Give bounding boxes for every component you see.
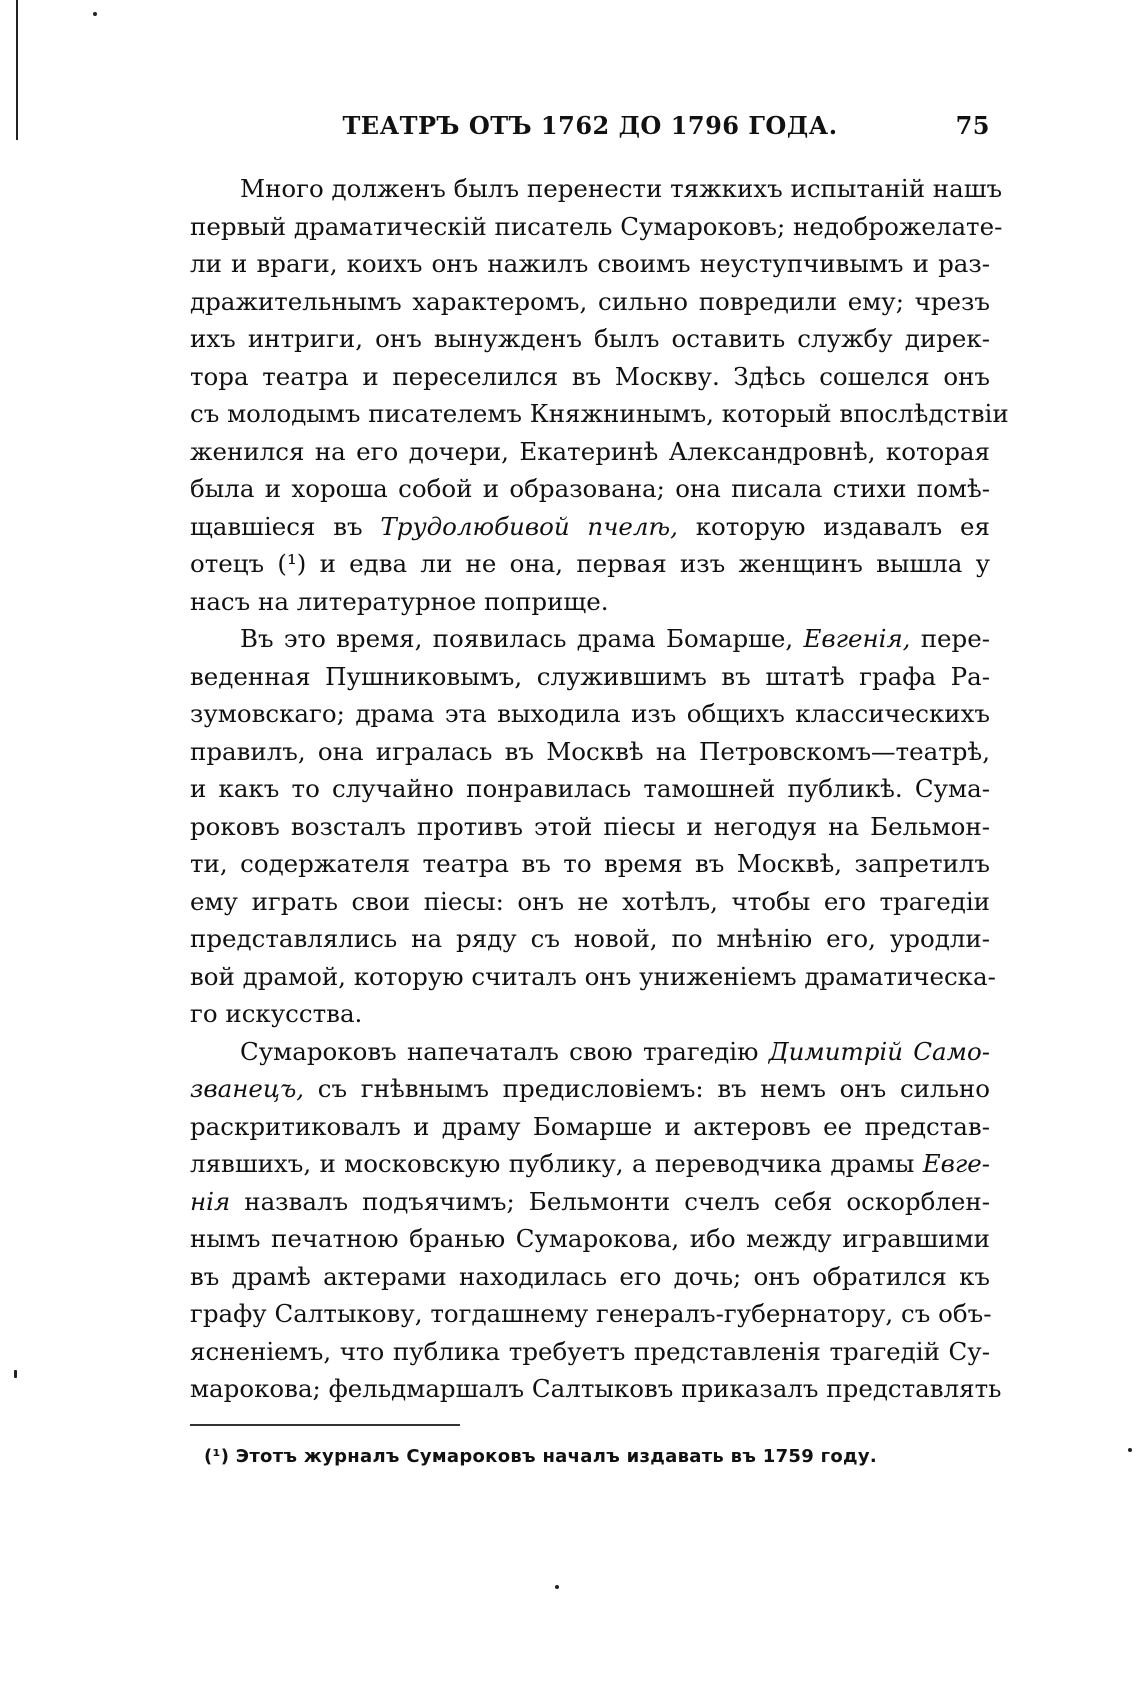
text-line: веденная Пушниковымъ, служившимъ въ штатѣ графа Ра- [190, 661, 990, 691]
running-head [190, 108, 990, 144]
play-title-cont: нiя [190, 1186, 231, 1216]
text-line: графу Салтыкову, тогдашнему генералъ-губернатору, съ объ- [190, 1299, 992, 1328]
footnote-divider [190, 1424, 460, 1426]
footnote: (¹) Этотъ журналъ Сумароковъ началъ издавать въ 1759 году. [204, 1445, 878, 1467]
text-line: насъ на литературное поприще. [190, 586, 609, 616]
text-line: и какъ то случайно понравилась тамошней публикѣ. Сума- [190, 774, 990, 803]
page-number: 75 [955, 111, 990, 140]
text-line: правилъ, она игралась въ Москвѣ на Петровскомъ—театрѣ, [190, 736, 990, 766]
ink-speck [93, 12, 97, 16]
ink-speck [14, 1370, 17, 1378]
text-line: лявшихъ, и московскую публику, а переводчика драмы Евге- [190, 1149, 990, 1178]
text-line: щавшiеся въ Трудолюбивой пчелѣ, которую издавалъ ея [190, 511, 990, 541]
text-line: роковъ возсталъ противъ этой пiесы и негодуя на Бельмон- [190, 811, 990, 841]
text-line: ясненiемъ, что публика требуетъ представленiя трагедiй Су- [190, 1336, 990, 1366]
play-title: Евге- [922, 1149, 990, 1178]
text-line: нымъ печатною бранью Сумарокова, ибо между игравшими [190, 1224, 990, 1253]
tragedy-title-cont: званецъ, [190, 1074, 305, 1103]
text-line: дражительнымъ характеромъ, сильно повредили ему; чрезъ [190, 286, 990, 316]
text-line: была и хороша собой и образована; она писала стихи помѣ- [190, 474, 990, 503]
text-line: зумовскаго; драма эта выходила изъ общихъ классическихъ [190, 699, 990, 728]
play-title: Евгенiя, [803, 624, 911, 653]
text-line: ихъ интриги, онъ вынужденъ былъ оставить службу дирек- [190, 324, 990, 353]
text-line: марокова; фельдмаршалъ Салтыковъ приказалъ представлять [190, 1374, 1002, 1403]
text-line: вой драмой, которую считалъ онъ униженiемъ драматическа- [190, 961, 996, 991]
text-line: Въ это время, появилась драма Бомарше, Евгенiя, пере- [240, 624, 991, 653]
text-line: ли и враги, коихъ онъ нажилъ своимъ неуступчивымъ и раз- [190, 249, 990, 278]
text-line: въ драмѣ актерами находилась его дочь; онъ обратился къ [190, 1261, 990, 1291]
text-line: ему играть свои пiесы: онъ не хотѣлъ, чтобы его трагедiи [190, 886, 990, 916]
text-line: нiя назвалъ подъячимъ; Бельмонти счелъ себя оскорблен- [190, 1186, 990, 1216]
text-line: женился на его дочери, Екатеринѣ Александровнѣ, которая [190, 436, 990, 466]
text-line: го искусства. [190, 999, 363, 1028]
page-edge-rule [16, 0, 18, 140]
body-text [190, 170, 1009, 1408]
text-line: тора театра и переселился въ Москву. Здѣсь сошелся онъ [190, 361, 990, 391]
text-line: представлялись на ряду съ новой, по мнѣнiю его, уродли- [190, 924, 990, 953]
text-line: отецъ (¹) и едва ли не она, первая изъ женщинъ вышла у [190, 549, 990, 578]
ink-speck [1128, 1448, 1132, 1452]
text-line: званецъ, съ гнѣвнымъ предисловiемъ: въ немъ онъ сильно [190, 1074, 990, 1103]
text-line: первый драматическiй писатель Сумароковъ; недоброжелате- [190, 211, 1003, 241]
text-line: Много долженъ былъ перенести тяжкихъ испытанiй нашъ [240, 174, 1003, 203]
paragraph-1 [190, 170, 1009, 620]
paragraph-3 [190, 1033, 1002, 1408]
text-line: Сумароковъ напечаталъ свою трагедiю Димитрiй Само- [240, 1036, 990, 1066]
text-line: раскритиковалъ и драму Бомарше и актеровъ ее представ- [190, 1111, 990, 1141]
text-line: съ молодымъ писателемъ Княжнинымъ, который впослѣдствiи [190, 399, 1009, 428]
journal-title: Трудолюбивой пчелѣ, [380, 511, 678, 541]
book-page [190, 108, 1009, 1467]
paragraph-2 [190, 620, 996, 1033]
tragedy-title: Димитрiй Само- [768, 1036, 990, 1066]
running-head-title: ТЕАТРЪ ОТЪ 1762 ДО 1796 ГОДА. [342, 111, 838, 140]
text-line: ти, содержателя театра въ то время въ Москвѣ, запретилъ [190, 849, 990, 878]
ink-speck [555, 1585, 559, 1589]
